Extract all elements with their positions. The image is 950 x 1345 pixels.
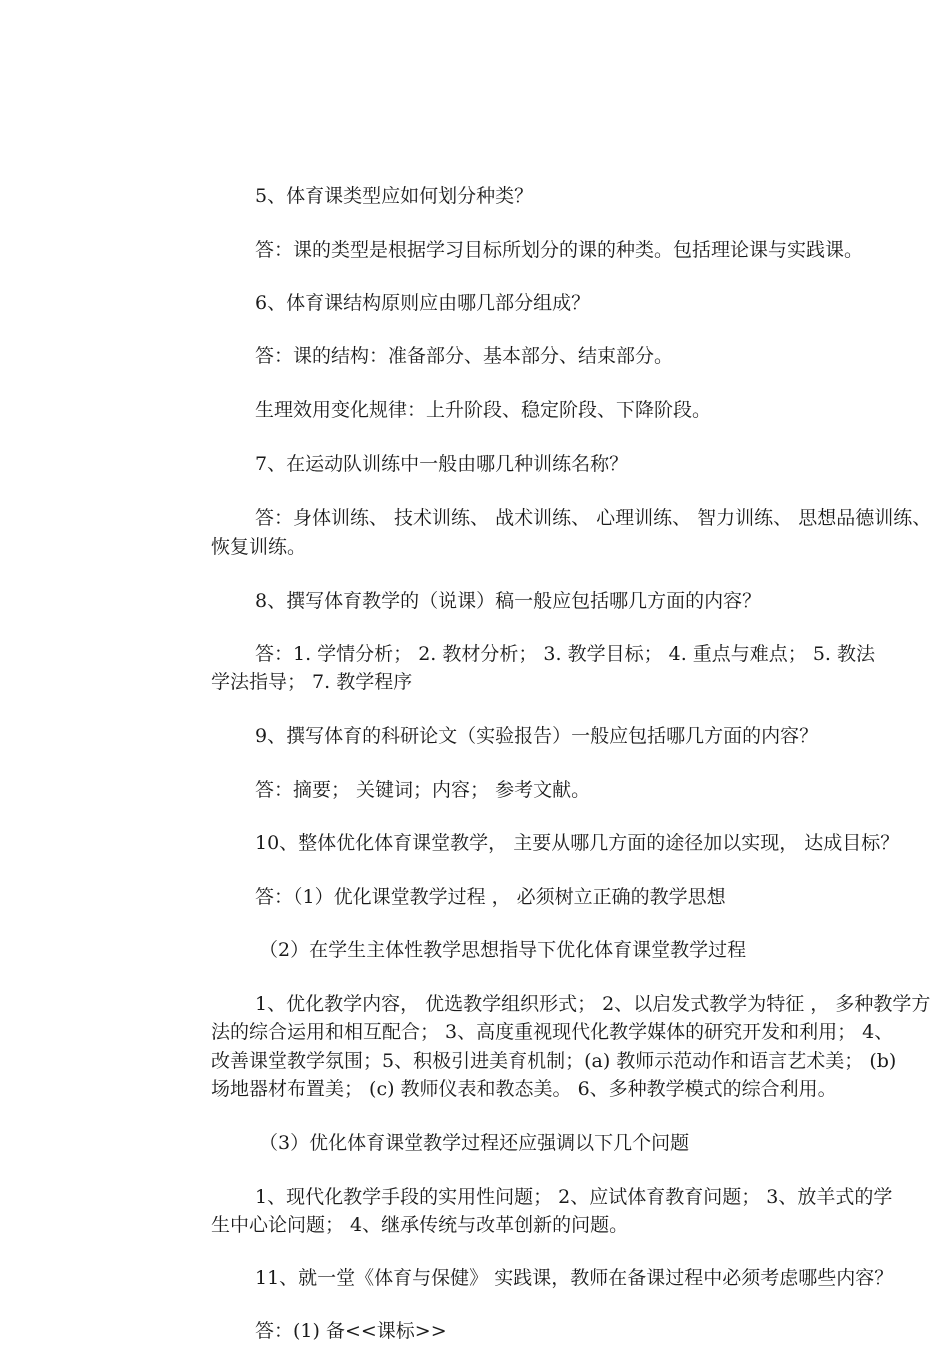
answer-10-issues-1: 1、现代化教学手段的实用性问题； 2、应试体育教育问题； 3、放羊式的学	[255, 1186, 893, 1208]
question-10: 10、整体优化体育课堂教学， 主要从哪几方面的途径加以实现， 达成目标？	[255, 832, 900, 854]
answer-7: 答：身体训练、 技术训练、 战术训练、 心理训练、 智力训练、 思想品德训练、	[255, 507, 932, 529]
answer-10-part-3: （3）优化体育课堂教学过程还应强调以下几个问题	[259, 1132, 690, 1154]
answer-10-list-1: 1、优化教学内容， 优选教学组织形式； 2、以启发式教学为特征 ， 多种教学方	[255, 993, 931, 1015]
answer-9: 答：摘要； 关键词；内容； 参考文献。	[255, 779, 591, 801]
question-11: 11、就一堂《体育与保健》 实践课，教师在备课过程中必须考虑哪些内容？	[255, 1267, 894, 1289]
question-5: 5、体育课类型应如何划分种类？	[255, 185, 534, 207]
answer-10-list-3: 改善课堂教学氛围；5、积极引进美育机制；(a) 教师示范动作和语言艺术美； (b)	[211, 1050, 897, 1072]
answer-6: 答：课的结构：准备部分、基本部分、结束部分。	[255, 345, 674, 367]
answer-10-list-2: 法的综合运用和相互配合； 3、高度重视现代化教学媒体的研究开发和利用； 4、	[211, 1021, 894, 1043]
answer-5: 答：课的类型是根据学习目标所划分的课的种类。包括理论课与实践课。	[255, 239, 864, 261]
answer-10-part-1: 答：（1）优化课堂教学过程 ， 必须树立正确的教学思想	[255, 886, 726, 908]
answer-10-part-2: （2）在学生主体性教学思想指导下优化体育课堂教学过程	[259, 939, 747, 961]
question-6: 6、体育课结构原则应由哪几部分组成？	[255, 292, 591, 314]
question-8: 8、撰写体育教学的（说课）稿一般应包括哪几方面的内容？	[255, 590, 762, 612]
answer-10-list-4: 场地器材布置美； (c) 教师仪表和教态美。 6、多种教学模式的综合利用。	[211, 1078, 837, 1100]
answer-10-issues-2: 生中心论问题； 4、继承传统与改革创新的问题。	[211, 1214, 629, 1236]
answer-6-cont: 生理效用变化规律：上升阶段、稳定阶段、下降阶段。	[255, 399, 712, 421]
answer-11: 答：(1) 备<<课标>>	[255, 1320, 447, 1342]
answer-8: 答：1. 学情分析； 2. 教材分析； 3. 教学目标； 4. 重点与难点； 5. 教法	[255, 643, 875, 665]
answer-7-cont: 恢复训练。	[211, 536, 307, 558]
question-9: 9、撰写体育的科研论文（实验报告）一般应包括哪几方面的内容？	[255, 725, 819, 747]
answer-8-cont: 学法指导； 7. 教学程序	[211, 671, 413, 693]
question-7: 7、在运动队训练中一般由哪几种训练名称？	[255, 453, 629, 475]
